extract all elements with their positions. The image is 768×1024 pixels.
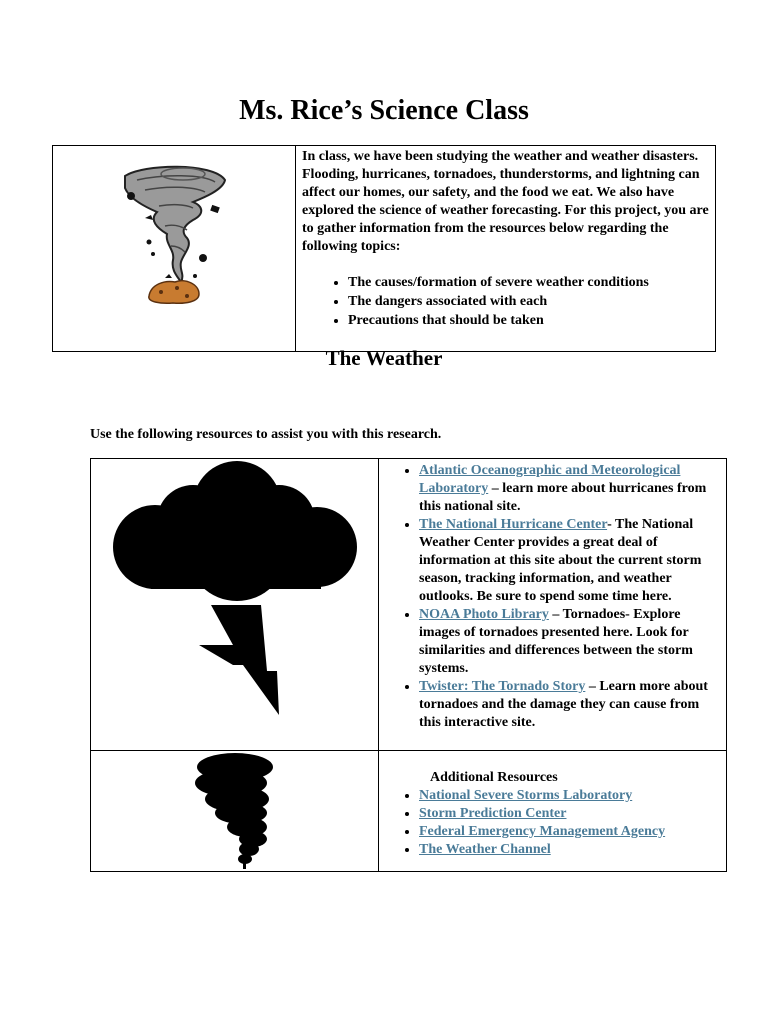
link-fema[interactable]: Federal Emergency Management Agency (419, 824, 666, 839)
additional-resources-cell (379, 751, 727, 872)
tornado-cartoon-icon (53, 146, 295, 345)
resource-item (419, 678, 718, 732)
resource-item (419, 462, 718, 516)
resource-desc: – learn more about hurricanes from this national site. (419, 481, 707, 514)
additional-resource-item (419, 823, 718, 841)
section-heading: The Weather (325, 346, 443, 370)
intro-text-cell (296, 146, 716, 352)
resources-list (379, 459, 726, 732)
additional-resources-title: Additional Resources (430, 770, 558, 785)
resources-intro: Use the following resources to assist you with this research. (90, 427, 442, 442)
additional-resource-item (419, 805, 718, 823)
topics-list (302, 273, 709, 330)
tornado-silhouette-icon (91, 751, 378, 871)
resources-cell (379, 459, 727, 751)
tornado-image-cell (91, 751, 379, 872)
intro-table (52, 145, 716, 352)
resources-table (90, 458, 727, 872)
resource-link-aoml[interactable]: Atlantic Oceanographic and Meteorological Laboratory (419, 463, 681, 496)
resource-item (419, 516, 718, 606)
additional-resource-item (419, 787, 718, 805)
additional-resources-list (379, 787, 726, 859)
resource-desc: – Tornadoes- Explore images of tornadoes presented here. Look for similarities and differences between the storm systems. (419, 607, 693, 676)
resource-desc: – Learn more about tornadoes and the damage they can cause from this interactive site. (419, 679, 708, 730)
resource-item (419, 606, 718, 678)
link-nssl[interactable]: National Severe Storms Laboratory (419, 788, 633, 803)
topic-item: • The dangers associated with each (348, 292, 709, 311)
topic-item: • The causes/formation of severe weather conditions (348, 273, 709, 292)
intro-paragraph: In class, we have been studying the weather and weather disasters. Flooding, hurricanes, tornadoes, thunderstorms, and lightning can affect our homes, our safety, and the food we eat. We also have explored the science of weather forecasting. For this project, you are to gather information from the resources below regarding the following topics: (302, 149, 709, 254)
intro-image-cell (53, 146, 296, 352)
topic-item: • Precautions that should be taken (348, 311, 709, 330)
page-title: Ms. Rice’s Science Class (239, 95, 529, 126)
link-weather-channel[interactable]: The Weather Channel (419, 842, 551, 857)
storm-image-cell (91, 459, 379, 751)
resource-link-twister[interactable]: Twister: The Tornado Story (419, 679, 586, 694)
link-spc[interactable]: Storm Prediction Center (419, 806, 567, 821)
resource-link-nhc[interactable]: The National Hurricane Center (419, 517, 608, 532)
storm-cloud-lightning-icon (91, 459, 378, 750)
resource-link-noaa-photo[interactable]: NOAA Photo Library (419, 607, 549, 622)
resource-desc: - The National Weather Center provides a great deal of information at this site about the current storm season, tracking information, and weather outlooks. Be sure to spend some time here. (419, 517, 702, 604)
additional-resource-item (419, 841, 718, 859)
